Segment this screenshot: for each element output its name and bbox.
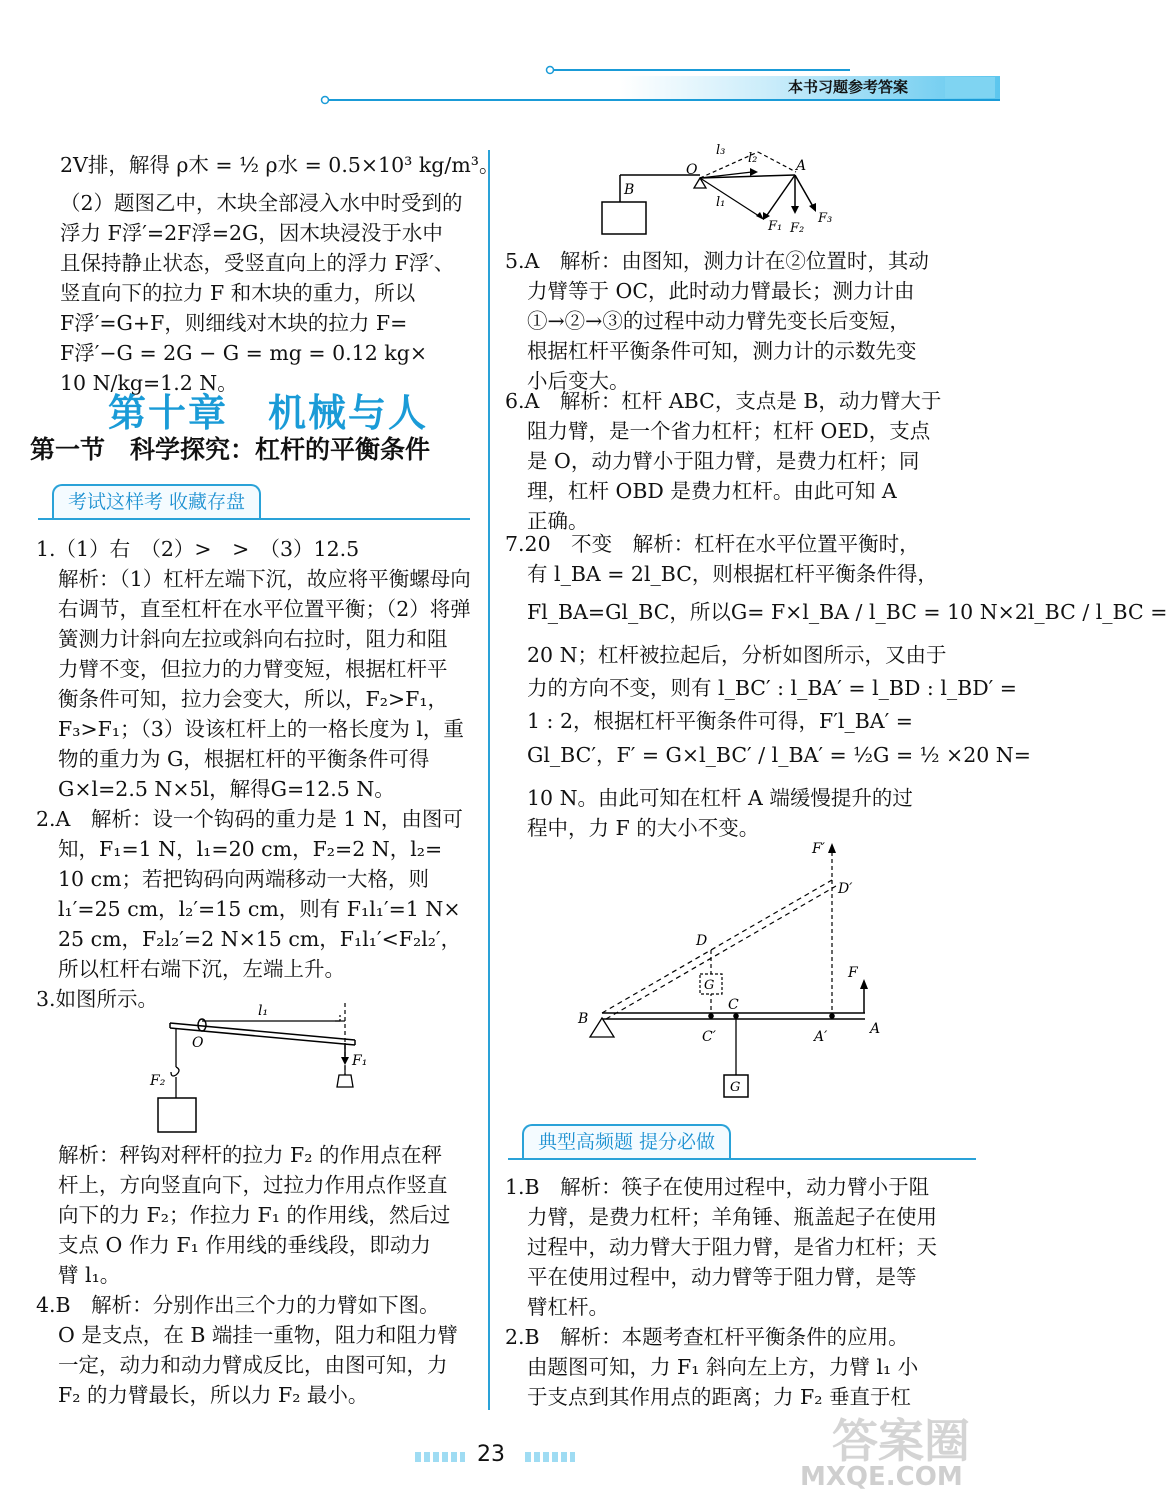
label-A-prime: A′ xyxy=(814,1029,828,1045)
text-line: 平在使用过程中，动力臂等于阻力臂，是等 xyxy=(527,1265,917,1289)
label-O: O xyxy=(686,162,698,178)
text-line: 是 O，动力臂小于阻力臂，是费力杠杆；同 xyxy=(527,449,920,473)
text-line: 知，F₁=1 N，l₁=20 cm，F₂=2 N，l₂= xyxy=(58,837,443,861)
text-line: 2V排，解得 ρ木 = ½ ρ水 = 0.5×10³ kg/m³。 xyxy=(60,153,500,177)
banner-rule xyxy=(508,1158,976,1160)
banner-rule xyxy=(38,518,470,520)
text-line: 6.A 解析：杠杆 ABC，支点是 B，动力臂大于 xyxy=(505,389,942,413)
label-A: A xyxy=(796,158,807,174)
text-line: 臂 l₁。 xyxy=(58,1263,121,1287)
lever-forces-figure xyxy=(600,140,860,250)
text-line: 理，杠杆 OBD 是费力杠杆。由此可知 A xyxy=(527,479,897,503)
text-line: 程中，力 F 的大小不变。 xyxy=(527,816,760,840)
label-A: A xyxy=(870,1021,881,1037)
text-line: 有 l_BA = 2l_BC，则根据杠杆平衡条件得， xyxy=(527,562,938,586)
label-B: B xyxy=(578,1011,589,1027)
text-line: 支点 O 作力 F₁ 作用线的垂线段，即动力 xyxy=(58,1233,431,1257)
steelyard-figure xyxy=(140,995,380,1140)
text-line: 10 N/kg=1.2 N。 xyxy=(60,371,238,395)
text-line: F₂ 的力臂最长，所以力 F₂ 最小。 xyxy=(58,1383,369,1407)
text-line: 3.如图所示。 xyxy=(36,987,159,1011)
text-line: 1 : 2，根据杠杆平衡条件可得，F′l_BA′ = xyxy=(527,709,913,733)
text-line: 解析：（1）杠杆左端下沉，故应将平衡螺母向 xyxy=(58,567,471,591)
banner-label: 考试这样考 收藏存盘 xyxy=(52,484,261,520)
label-F1: F₁ xyxy=(768,219,783,234)
text-line: 7.20 不变 解析：杠杆在水平位置平衡时， xyxy=(505,532,920,556)
column-divider xyxy=(488,150,490,1410)
text-line: 臂杠杆。 xyxy=(527,1295,609,1319)
text-line: 2.A 解析：设一个钩码的重力是 1 N，由图可 xyxy=(36,807,463,831)
formula-line: Fl_BA=Gl_BC，所以G= F×l_BA / l_BC = 10 N×2l_BC / l_BC = xyxy=(527,600,1167,624)
chapter-title: 第十章 机械与人 xyxy=(108,391,429,435)
text-line: 由题图可知，力 F₁ 斜向左上方，力臂 l₁ 小 xyxy=(527,1355,919,1379)
text-line: 右调节，直至杠杆在水平位置平衡；（2）将弹 xyxy=(58,597,471,621)
text-line: 10 N。由此可知在杠杆 A 端缓慢提升的过 xyxy=(527,786,913,810)
text-line: 力臂不变，但拉力的力臂变短，根据杠杆平 xyxy=(58,657,448,681)
section-title: 第一节 科学探究：杠杆的平衡条件 xyxy=(30,435,431,464)
lever-rotation-figure xyxy=(570,835,890,1105)
text-line: 小后变大。 xyxy=(527,369,630,393)
text-line: 正确。 xyxy=(527,509,589,533)
text-line: 一定，动力和动力臂成反比，由图可知，力 xyxy=(58,1353,448,1377)
page-number: 23 xyxy=(477,1442,505,1467)
text-line: 4.B 解析：分别作出三个力的力臂如下图。 xyxy=(36,1293,440,1317)
banner-label: 典型高频题 提分必做 xyxy=(522,1124,731,1160)
label-F2: F₂ xyxy=(790,221,805,236)
text-line: 于支点到其作用点的距离；力 F₂ 垂直于杠 xyxy=(527,1385,911,1409)
text-line: 簧测力计斜向左拉或斜向右拉时，阻力和阻 xyxy=(58,627,448,651)
section-banner xyxy=(38,484,470,524)
text-line: 阻力臂，是一个省力杠杆；杠杆 OED，支点 xyxy=(527,419,931,443)
text-line: O 是支点，在 B 端挂一重物，阻力和阻力臂 xyxy=(58,1323,458,1347)
text-line: 竖直向下的拉力 F 和木块的重力，所以 xyxy=(60,281,416,305)
text-line: 1.（1）右 （2）> > （3）12.5 xyxy=(36,537,360,561)
label-F: F xyxy=(848,965,858,981)
label-D: D xyxy=(696,933,708,949)
text-line: 力臂等于 OC，此时动力臂最长；测力计由 xyxy=(527,279,915,303)
label-C: C xyxy=(728,997,739,1013)
section-banner xyxy=(508,1124,976,1164)
label-l2: l₂ xyxy=(748,151,758,166)
text-line: 解析：秤钩对秤杆的拉力 F₂ 的作用点在秤 xyxy=(58,1143,442,1167)
text-line: 根据杠杆平衡条件可知，测力计的示数先变 xyxy=(527,339,917,363)
text-line: 向下的力 F₂；作拉力 F₁ 的作用线，然后过 xyxy=(58,1203,451,1227)
text-line: 浮力 F浮′=2F浮=2G，因木块浸没于水中 xyxy=(60,221,443,245)
text-line: 所以杠杆右端下沉，左端上升。 xyxy=(58,957,345,981)
text-line: 过程中，动力臂大于阻力臂，是省力杠杆；天 xyxy=(527,1235,937,1259)
label-F2: F₂ xyxy=(150,1073,166,1089)
text-line: F₃>F₁；（3）设该杠杆上的一格长度为 l，重 xyxy=(58,717,464,741)
text-line: 衡条件可知，拉力会变大，所以，F₂>F₁， xyxy=(58,687,449,711)
label-F-prime: F′ xyxy=(812,841,825,857)
text-line: 20 N；杠杆被拉起后，分析如图所示，又由于 xyxy=(527,643,947,667)
text-line: F浮′−G = 2G − G = mg = 0.12 kg× xyxy=(60,341,428,365)
text-line: 5.A 解析：由图知，测力计在②位置时，其动 xyxy=(505,249,929,273)
watermark-url: MXQE.COM xyxy=(800,1462,963,1492)
text-line: G×l=2.5 N×5l，解得G=12.5 N。 xyxy=(58,777,395,801)
label-O: O xyxy=(192,1035,204,1051)
formula-line: Gl_BC′，F′ = G×l_BC′ / l_BA′ = ½G = ½ ×20 N= xyxy=(527,743,1031,767)
label-l3: l₃ xyxy=(716,143,726,158)
label-D-prime: D′ xyxy=(838,881,853,897)
label-B: B xyxy=(624,182,635,198)
text-line: F浮′=G+F，则细线对木块的拉力 F= xyxy=(60,311,408,335)
text-line: 且保持静止状态，受竖直向上的浮力 F浮′、 xyxy=(60,251,455,275)
label-l1: l₁ xyxy=(716,195,726,210)
text-line: 力臂，是费力杠杆；羊角锤、瓶盖起子在使用 xyxy=(527,1205,937,1229)
header-bar xyxy=(320,64,1000,104)
text-line: 25 cm，F₂l₂′=2 N×15 cm，F₁l₁′<F₂l₂′， xyxy=(58,927,462,951)
watermark-logo: 答案圈 xyxy=(832,1414,970,1468)
text-line: l₁′=25 cm，l₂′=15 cm，则有 F₁l₁′=1 N× xyxy=(58,897,461,921)
label-C-prime: C′ xyxy=(702,1029,716,1045)
text-line: ①→②→③的过程中动力臂先变长后变短， xyxy=(527,309,910,333)
text-line: （2）题图乙中，木块全部浸入水中时受到的 xyxy=(60,191,463,215)
label-F1: F₁ xyxy=(352,1053,368,1069)
text-line: 物的重力为 G，根据杠杆的平衡条件可得 xyxy=(58,747,430,771)
text-line: 力的方向不变，则有 l_BC′ : l_BA′ = l_BD : l_BD′ = xyxy=(527,676,1017,700)
text-line: 2.B 解析：本题考查杠杆平衡条件的应用。 xyxy=(505,1325,909,1349)
label-G-weight: G xyxy=(730,1080,741,1095)
text-line: 杆上，方向竖直向下，过拉力作用点作竖直 xyxy=(58,1173,448,1197)
text-line: 1.B 解析：筷子在使用过程中，动力臂小于阻 xyxy=(505,1175,930,1199)
label-G-dashed: G xyxy=(704,978,715,993)
text-line: 10 cm；若把钩码向两端移动一大格，则 xyxy=(58,867,430,891)
label-l1: l₁ xyxy=(258,1003,269,1019)
label-F3: F₃ xyxy=(818,211,833,226)
header-label: 本书习题参考答案 xyxy=(788,78,909,96)
